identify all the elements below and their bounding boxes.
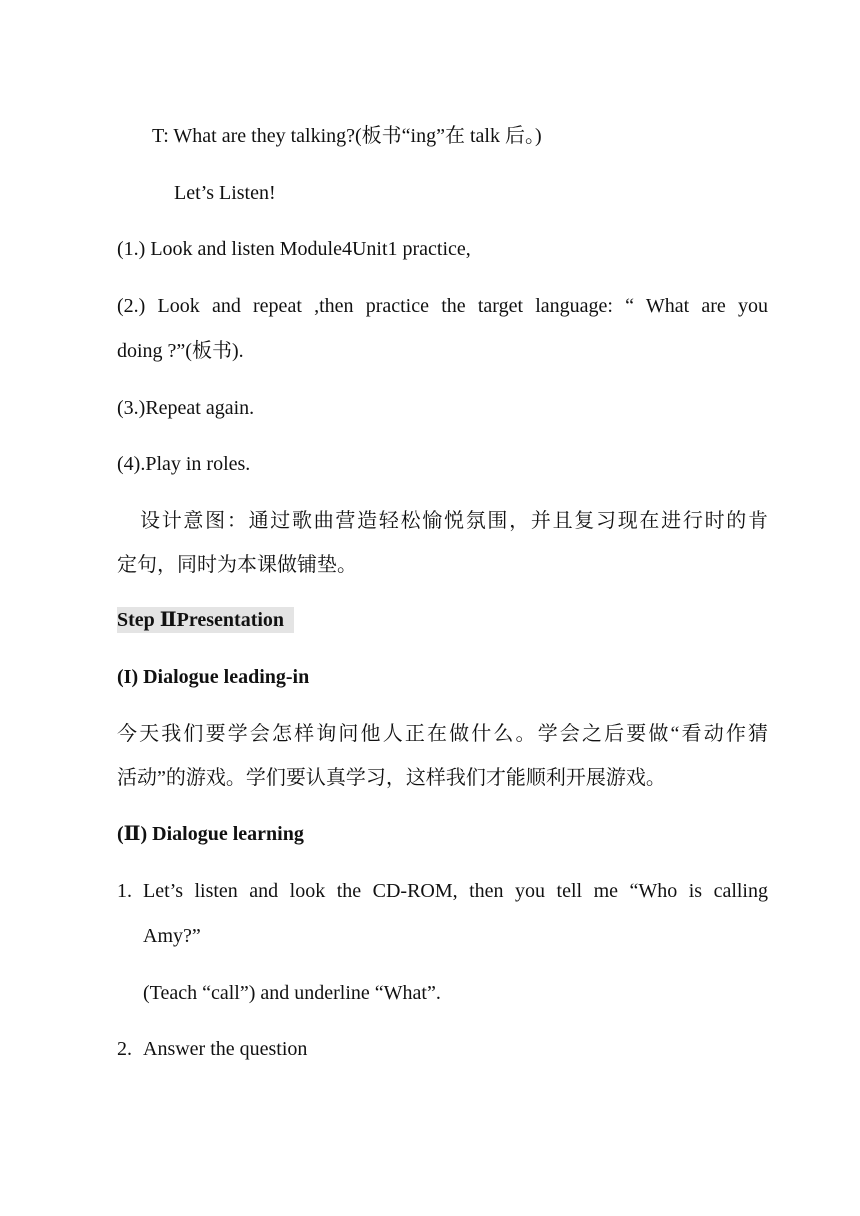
teacher-question-line: T: What are they talking?(板书“ing”在 talk 后。): [152, 125, 542, 147]
lets-listen-line: Let’s Listen!: [174, 182, 276, 204]
step-2-line-b: doing ?”(板书).: [117, 340, 244, 362]
item-2-number: 2.: [117, 1038, 132, 1060]
item-1-number: 1.: [117, 880, 132, 902]
intro-line-a: 今天我们要学会怎样询问他人正在做什么。学会之后要做“看动作猜: [117, 723, 768, 745]
step-heading: [117, 608, 294, 632]
item-1-line-b: Amy?”: [143, 925, 201, 947]
intro-line-b: 活动”的游戏。学们要认真学习，这样我们才能顺利开展游戏。: [117, 767, 666, 789]
step-3-line: (3.)Repeat again.: [117, 397, 255, 419]
step-1-line: (1.) Look and listen Module4Unit1 practice,: [117, 238, 471, 260]
item-1-line-c: (Teach “call”) and underline “What”.: [143, 982, 441, 1004]
dialogue-leading-heading: (I) Dialogue leading-in: [117, 666, 310, 688]
design-intent-line-b: 定句，同时为本课做铺垫。: [117, 554, 357, 576]
step-2-line-a: (2.) Look and repeat ,then practice the target language: “ What are you: [117, 295, 768, 317]
item-1-line-a: Let’s listen and look the CD-ROM, then you tell me “Who is calling: [143, 880, 768, 902]
design-intent-line-a: 设计意图：通过歌曲营造轻松愉悦氛围，并且复习现在进行时的肯: [140, 510, 768, 532]
step-4-line: (4).Play in roles.: [117, 453, 251, 475]
step-heading-text: Step ⅡPresentation: [117, 607, 294, 633]
item-2-line-a: Answer the question: [143, 1038, 308, 1060]
dialogue-learning-heading: (Ⅱ) Dialogue learning: [117, 823, 304, 845]
